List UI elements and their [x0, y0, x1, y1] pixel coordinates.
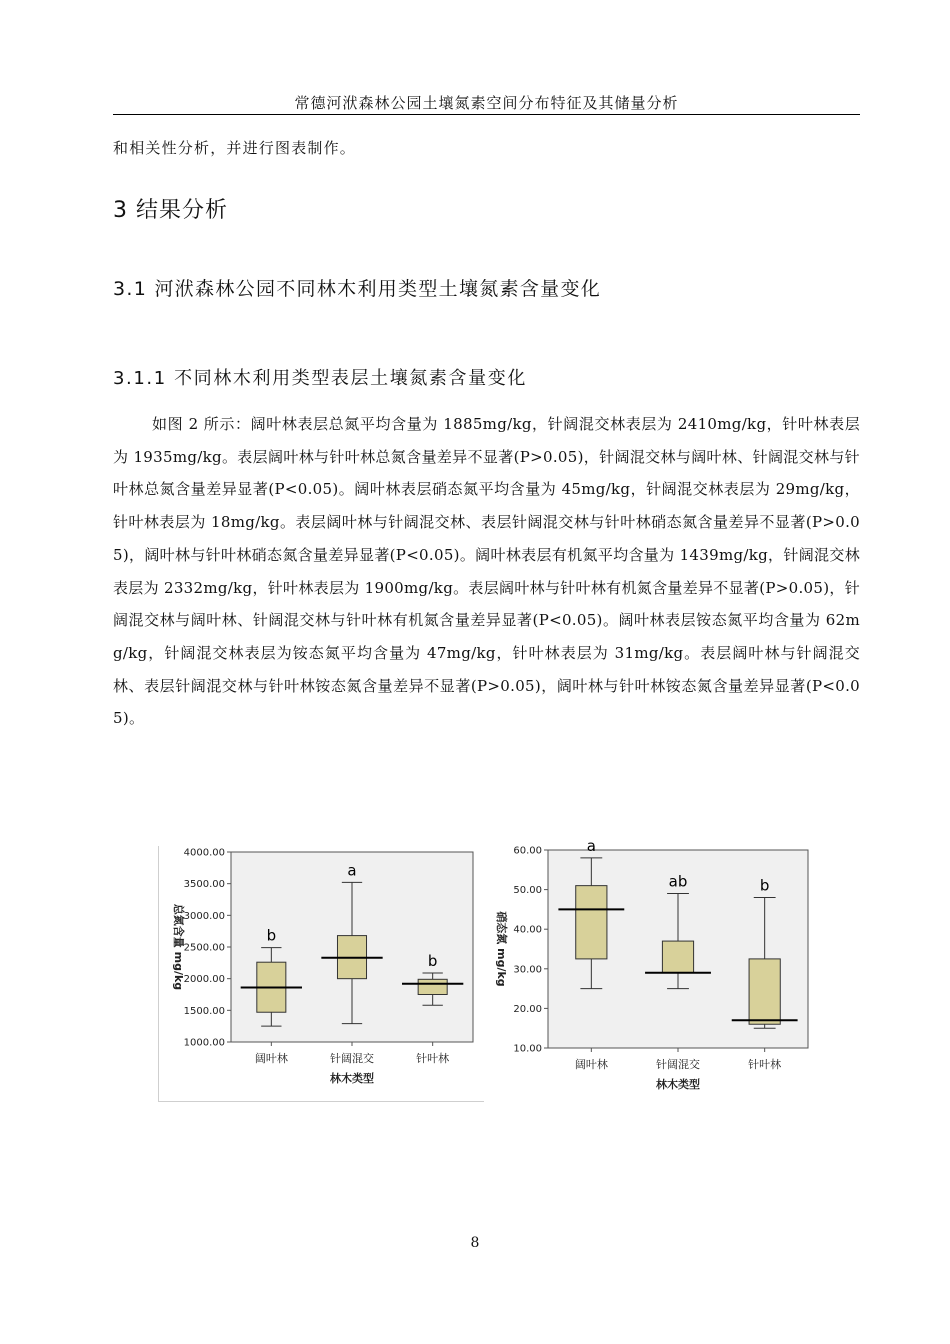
x-tick-label: 阔叶林 [574, 1058, 608, 1071]
y-tick-label: 1500.00 [183, 1005, 225, 1017]
y-tick-label: 3000.00 [183, 910, 225, 922]
nitrate-nitrogen-boxplot [486, 836, 816, 1101]
y-axis-label: 硝态氮 mg/kg [495, 911, 508, 987]
total-nitrogen-boxplot [158, 846, 484, 1102]
y-tick-label: 40.00 [513, 924, 542, 936]
box [662, 941, 693, 973]
page-number: 8 [470, 1235, 480, 1251]
x-tick-label: 针阔混交 [656, 1058, 700, 1071]
y-tick-label: 30.00 [513, 964, 542, 976]
x-axis-label: 林木类型 [330, 1072, 374, 1085]
y-tick-label: 50.00 [513, 885, 542, 897]
y-tick-label: 60.00 [513, 845, 542, 857]
x-tick-label: 针叶林 [748, 1058, 782, 1071]
significance-letter: a [586, 836, 596, 855]
x-tick-label: 针叶林 [416, 1052, 450, 1065]
significance-letter: b [266, 926, 277, 945]
nitrate-nitrogen-chart-svg [486, 836, 816, 1101]
y-axis-label: 总氮含量 mg/kg [172, 903, 185, 991]
y-tick-label: 1000.00 [183, 1037, 225, 1049]
significance-letter: a [347, 861, 357, 880]
subsection-heading: 3.1 河洑森林公园不同林木利用类型土壤氮素含量变化 [113, 278, 602, 300]
y-tick-label: 10.00 [513, 1043, 542, 1055]
x-axis-label: 林木类型 [656, 1078, 700, 1091]
section-heading: 3 结果分析 [113, 198, 228, 223]
box [576, 886, 607, 959]
y-tick-label: 20.00 [513, 1003, 542, 1015]
y-tick-label: 2000.00 [183, 974, 225, 986]
significance-letter: ab [668, 872, 688, 891]
intro-line: 和相关性分析，并进行图表制作。 [113, 139, 357, 157]
y-tick-label: 2500.00 [183, 942, 225, 954]
results-paragraph: 如图 2 所示：阔叶林表层总氮平均含量为 1885mg/kg，针阔混交林表层为 2410mg/kg，针叶林表层为 1935mg/kg。表层阔叶林与针叶林总氮含量差异不显著(P>0.05)，针阔混交林与阔叶林、针阔混交林与针叶林总氮含量差异显著(P<0.05)。阔叶林表层硝态氮平均含量为 45mg/kg，针阔混交林表层为 29mg/kg，针叶林表层为 18mg/kg。表层阔叶林与针阔混交林、表层针阔混交林与针叶林硝态氮含量差异不显著(P>0.05)，阔叶林与针叶林硝态氮含量差异显著(P<0.05)。阔叶林表层有机氮平均含量为 1439mg/kg，针阔混交林表层为 2332mg/kg，针叶林表层为 1900mg/kg。表层阔叶林与针叶林有机氮含量差异不显著(P>0.05)，针阔混交林与阔叶林、针阔混交林与针叶林有机氮含量差异显著(P<0.05)。阔叶林表层铵态氮平均含量为 62mg/kg，针阔混交林表层为铵态氮平均含量为 47mg/kg，针叶林表层为 31mg/kg。表层阔叶林与针阔混交林、表层针阔混交林与针叶林铵态氮含量差异不显著(P>0.05)，阔叶林与针叶林铵态氮含量差异显著(P<0.05)。 [113, 415, 860, 728]
significance-letter: b [427, 951, 438, 970]
box [418, 979, 447, 994]
x-tick-label: 阔叶林 [254, 1052, 288, 1065]
box [749, 959, 780, 1024]
y-tick-label: 4000.00 [183, 847, 225, 859]
running-header: 常德河洑森林公园土壤氮素空间分布特征及其储量分析 [113, 92, 860, 115]
subsubsection-heading: 3.1.1 不同林木利用类型表层土壤氮素含量变化 [113, 368, 527, 389]
x-tick-label: 针阔混交 [330, 1052, 374, 1065]
total-nitrogen-chart-svg [159, 846, 484, 1101]
significance-letter: b [759, 876, 770, 895]
y-tick-label: 3500.00 [183, 879, 225, 891]
